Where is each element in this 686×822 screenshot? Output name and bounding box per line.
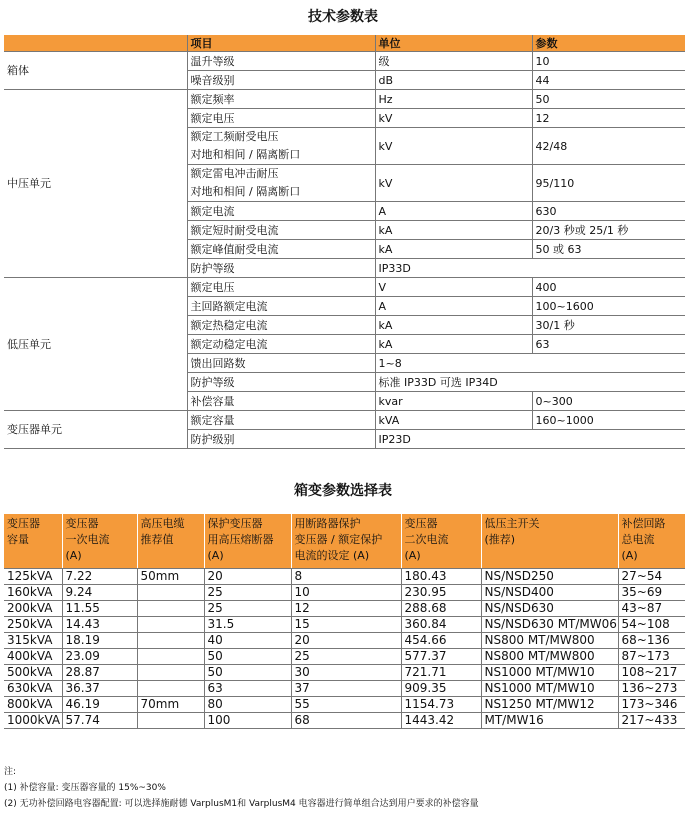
group-label: 中压单元 bbox=[4, 90, 187, 278]
tech-params-table bbox=[4, 35, 685, 449]
item-cell: 噪音级别 bbox=[187, 71, 375, 90]
item-cell: 温升等级 bbox=[187, 52, 375, 71]
table2-cell: 70mm bbox=[137, 697, 204, 713]
unit-cell: A bbox=[375, 202, 532, 221]
table2-cell: 15 bbox=[291, 617, 401, 633]
table2-cell: 173~346 bbox=[618, 697, 685, 713]
table2-cell bbox=[137, 681, 204, 697]
table2-cell: 10 bbox=[291, 585, 401, 601]
unit-cell: kA bbox=[375, 240, 532, 259]
table2-cell: 50mm bbox=[137, 569, 204, 585]
table2-cell: NS/NSD250 bbox=[481, 569, 618, 585]
table2-cell: 68~136 bbox=[618, 633, 685, 649]
table2-cell: 250kVA bbox=[4, 617, 62, 633]
table2-row bbox=[4, 569, 685, 585]
table2-header-cell bbox=[137, 514, 204, 569]
table2-cell: 11.55 bbox=[62, 601, 137, 617]
table2-cell: NS/NSD630 bbox=[481, 601, 618, 617]
table2-header-cell bbox=[4, 514, 62, 569]
table2-cell: 23.09 bbox=[62, 649, 137, 665]
note-item: (2) 无功补偿回路电容器配置: 可以选择施耐德 VarplusM1和 VarplusM4 电容器进行简单组合达到用户要求的补偿容量 bbox=[4, 799, 479, 809]
table2-header-cell bbox=[204, 514, 291, 569]
table2-cell: 12 bbox=[291, 601, 401, 617]
value-cell: 30/1 秒 bbox=[532, 316, 685, 335]
value-cell: 63 bbox=[532, 335, 685, 354]
item-cell: 补偿容量 bbox=[187, 392, 375, 411]
table2-cell: 454.66 bbox=[401, 633, 481, 649]
unit-cell: kVA bbox=[375, 411, 532, 430]
header-line: (A) bbox=[621, 549, 638, 562]
table2-cell: 43~87 bbox=[618, 601, 685, 617]
header-line: (A) bbox=[207, 549, 224, 562]
item-cell: 额定频率 bbox=[187, 90, 375, 109]
table2-cell: 25 bbox=[204, 585, 291, 601]
table2-cell: 1154.73 bbox=[401, 697, 481, 713]
table2-header-cell bbox=[481, 514, 618, 569]
value-cell: 50 bbox=[532, 90, 685, 109]
table2-cell: 68 bbox=[291, 713, 401, 729]
item-cell: 防护等级 bbox=[187, 259, 375, 278]
value-cell: 0~300 bbox=[532, 392, 685, 411]
table2-cell: 288.68 bbox=[401, 601, 481, 617]
value-cell: 44 bbox=[532, 71, 685, 90]
table2-row bbox=[4, 633, 685, 649]
header-line: (A) bbox=[65, 549, 82, 562]
header-line: 低压主开关 bbox=[484, 517, 540, 530]
table2-row bbox=[4, 601, 685, 617]
header-line: 补偿回路 bbox=[621, 517, 666, 530]
table2-cell: NS1000 MT/MW10 bbox=[481, 665, 618, 681]
table2-cell: 217~433 bbox=[618, 713, 685, 729]
merged-value-cell: IP33D bbox=[375, 259, 685, 278]
table2-cell: MT/MW16 bbox=[481, 713, 618, 729]
table2-cell: 136~273 bbox=[618, 681, 685, 697]
table2-cell: 50 bbox=[204, 665, 291, 681]
table2-cell: NS1000 MT/MW10 bbox=[481, 681, 618, 697]
table2-cell: 100 bbox=[204, 713, 291, 729]
unit-cell: kA bbox=[375, 335, 532, 354]
table2-cell bbox=[137, 617, 204, 633]
table1-header-cell: 参数 bbox=[532, 35, 685, 52]
table1-header-cell bbox=[4, 35, 187, 52]
item-cell: 主回路额定电流 bbox=[187, 297, 375, 316]
table2-header-cell bbox=[618, 514, 685, 569]
item-cell bbox=[187, 128, 375, 165]
header-line: 变压器 bbox=[404, 517, 438, 530]
note-item: (1) 补偿容量: 变压器容量的 15%~30% bbox=[4, 783, 166, 793]
group-label: 箱体 bbox=[4, 52, 187, 90]
table2-cell: 40 bbox=[204, 633, 291, 649]
value-cell: 50 或 63 bbox=[532, 240, 685, 259]
table2-cell: 1443.42 bbox=[401, 713, 481, 729]
table2-cell: 315kVA bbox=[4, 633, 62, 649]
value-cell: 630 bbox=[532, 202, 685, 221]
table1-row bbox=[4, 52, 685, 71]
table2-cell bbox=[137, 601, 204, 617]
table2-row bbox=[4, 697, 685, 713]
table2-cell: 230.95 bbox=[401, 585, 481, 601]
table2-cell: 360.84 bbox=[401, 617, 481, 633]
value-cell: 10 bbox=[532, 52, 685, 71]
table2-cell: 37 bbox=[291, 681, 401, 697]
value-cell: 160~1000 bbox=[532, 411, 685, 430]
item-cell: 防护等级 bbox=[187, 373, 375, 392]
unit-cell: Hz bbox=[375, 90, 532, 109]
item-cell: 额定动稳定电流 bbox=[187, 335, 375, 354]
value-cell: 95/110 bbox=[532, 165, 685, 202]
table2-cell: 630kVA bbox=[4, 681, 62, 697]
unit-cell: 级 bbox=[375, 52, 532, 71]
header-line: 变压器 / 额定保护 bbox=[294, 533, 383, 546]
table2-header-cell bbox=[291, 514, 401, 569]
table2-cell: 200kVA bbox=[4, 601, 62, 617]
table2-cell bbox=[137, 649, 204, 665]
note-heading: 注: bbox=[4, 767, 17, 777]
table2-cell: 9.24 bbox=[62, 585, 137, 601]
header-line: 电流的设定 (A) bbox=[294, 549, 370, 562]
value-cell: 100~1600 bbox=[532, 297, 685, 316]
table2-cell: 63 bbox=[204, 681, 291, 697]
merged-value-cell: IP23D bbox=[375, 430, 685, 449]
item-cell: 额定容量 bbox=[187, 411, 375, 430]
table2-cell: 1000kVA bbox=[4, 713, 62, 729]
header-line: 保护变压器 bbox=[207, 517, 263, 530]
item-cell: 额定电流 bbox=[187, 202, 375, 221]
table2-title: 箱变参数选择表 bbox=[294, 483, 392, 499]
header-line: (推荐) bbox=[484, 533, 516, 546]
table2-cell: 800kVA bbox=[4, 697, 62, 713]
header-line: (A) bbox=[404, 549, 421, 562]
table2-cell: NS/NSD400 bbox=[481, 585, 618, 601]
table2-cell: 36.37 bbox=[62, 681, 137, 697]
table2-cell: NS1250 MT/MW12 bbox=[481, 697, 618, 713]
table2-cell: 18.19 bbox=[62, 633, 137, 649]
table2-header-row bbox=[4, 514, 685, 569]
table2-cell: 7.22 bbox=[62, 569, 137, 585]
table1-row bbox=[4, 90, 685, 109]
table2-cell: 108~217 bbox=[618, 665, 685, 681]
table2-cell bbox=[137, 585, 204, 601]
table2-cell: 160kVA bbox=[4, 585, 62, 601]
unit-cell: kA bbox=[375, 221, 532, 240]
table1-header-row bbox=[4, 35, 685, 52]
group-label: 低压单元 bbox=[4, 278, 187, 411]
table2-header-cell bbox=[401, 514, 481, 569]
table2-row bbox=[4, 617, 685, 633]
table2-cell bbox=[137, 633, 204, 649]
table2-cell: 28.87 bbox=[62, 665, 137, 681]
table2-cell: 46.19 bbox=[62, 697, 137, 713]
header-line: 用高压熔断器 bbox=[207, 533, 274, 546]
item-line: 额定雷电冲击耐压 bbox=[190, 167, 279, 180]
table2-cell: 25 bbox=[204, 601, 291, 617]
table2-header-cell bbox=[62, 514, 137, 569]
unit-cell: dB bbox=[375, 71, 532, 90]
value-cell: 42/48 bbox=[532, 128, 685, 165]
table1-title: 技术参数表 bbox=[308, 9, 378, 25]
header-line: 用断路器保护 bbox=[294, 517, 361, 530]
table2-cell: 31.5 bbox=[204, 617, 291, 633]
unit-cell: kV bbox=[375, 128, 532, 165]
item-cell bbox=[187, 165, 375, 202]
header-line: 推荐值 bbox=[140, 533, 174, 546]
table2-cell: NS800 MT/MW800 bbox=[481, 633, 618, 649]
table2-cell: 14.43 bbox=[62, 617, 137, 633]
value-cell: 12 bbox=[532, 109, 685, 128]
unit-cell: kA bbox=[375, 316, 532, 335]
item-cell: 额定电压 bbox=[187, 278, 375, 297]
header-line: 一次电流 bbox=[65, 533, 110, 546]
table2-cell: 20 bbox=[291, 633, 401, 649]
table2-cell bbox=[137, 665, 204, 681]
merged-value-cell: 标准 IP33D 可选 IP34D bbox=[375, 373, 685, 392]
table1-header-cell: 项目 bbox=[187, 35, 375, 52]
table2-cell: 721.71 bbox=[401, 665, 481, 681]
item-cell: 额定电压 bbox=[187, 109, 375, 128]
table2-cell: 57.74 bbox=[62, 713, 137, 729]
table2-cell: 500kVA bbox=[4, 665, 62, 681]
item-cell: 馈出回路数 bbox=[187, 354, 375, 373]
value-cell: 400 bbox=[532, 278, 685, 297]
item-cell: 防护级别 bbox=[187, 430, 375, 449]
table1-row bbox=[4, 278, 685, 297]
item-line: 对地和相间 / 隔离断口 bbox=[190, 148, 301, 161]
table2-cell: 30 bbox=[291, 665, 401, 681]
unit-cell: kV bbox=[375, 165, 532, 202]
header-line: 变压器 bbox=[65, 517, 99, 530]
table2-cell: 8 bbox=[291, 569, 401, 585]
table1-row bbox=[4, 411, 685, 430]
table2-cell: 87~173 bbox=[618, 649, 685, 665]
table2-cell: 54~108 bbox=[618, 617, 685, 633]
unit-cell: kvar bbox=[375, 392, 532, 411]
table2-row bbox=[4, 681, 685, 697]
table2-row bbox=[4, 713, 685, 729]
unit-cell: A bbox=[375, 297, 532, 316]
table2-cell: 20 bbox=[204, 569, 291, 585]
table2-cell: 909.35 bbox=[401, 681, 481, 697]
merged-value-cell: 1~8 bbox=[375, 354, 685, 373]
table2-cell: 35~69 bbox=[618, 585, 685, 601]
header-line: 变压器 bbox=[7, 517, 40, 530]
item-cell: 额定短时耐受电流 bbox=[187, 221, 375, 240]
table2-cell bbox=[137, 713, 204, 729]
table2-row bbox=[4, 585, 685, 601]
table2-cell: NS800 MT/MW800 bbox=[481, 649, 618, 665]
unit-cell: V bbox=[375, 278, 532, 297]
item-cell: 额定峰值耐受电流 bbox=[187, 240, 375, 259]
table2-row bbox=[4, 665, 685, 681]
header-line: 容量 bbox=[7, 533, 29, 546]
unit-cell: kV bbox=[375, 109, 532, 128]
selection-table bbox=[4, 514, 685, 729]
table2-cell: 55 bbox=[291, 697, 401, 713]
item-line: 对地和相间 / 隔离断口 bbox=[190, 185, 301, 198]
table2-cell: 400kVA bbox=[4, 649, 62, 665]
table2-cell: 25 bbox=[291, 649, 401, 665]
table2-cell: 80 bbox=[204, 697, 291, 713]
header-line: 高压电缆 bbox=[140, 517, 185, 530]
header-line: 总电流 bbox=[621, 533, 655, 546]
header-line: 二次电流 bbox=[404, 533, 449, 546]
table2-cell: NS/NSD630 MT/MW06 bbox=[481, 617, 618, 633]
table2-cell: 125kVA bbox=[4, 569, 62, 585]
table2-cell: 50 bbox=[204, 649, 291, 665]
value-cell: 20/3 秒或 25/1 秒 bbox=[532, 221, 685, 240]
table1-header-cell: 单位 bbox=[375, 35, 532, 52]
notes bbox=[4, 764, 479, 812]
table2-cell: 27~54 bbox=[618, 569, 685, 585]
table2-cell: 180.43 bbox=[401, 569, 481, 585]
table2-row bbox=[4, 649, 685, 665]
group-label: 变压器单元 bbox=[4, 411, 187, 449]
table2-cell: 577.37 bbox=[401, 649, 481, 665]
item-cell: 额定热稳定电流 bbox=[187, 316, 375, 335]
item-line: 额定工频耐受电压 bbox=[190, 130, 279, 143]
